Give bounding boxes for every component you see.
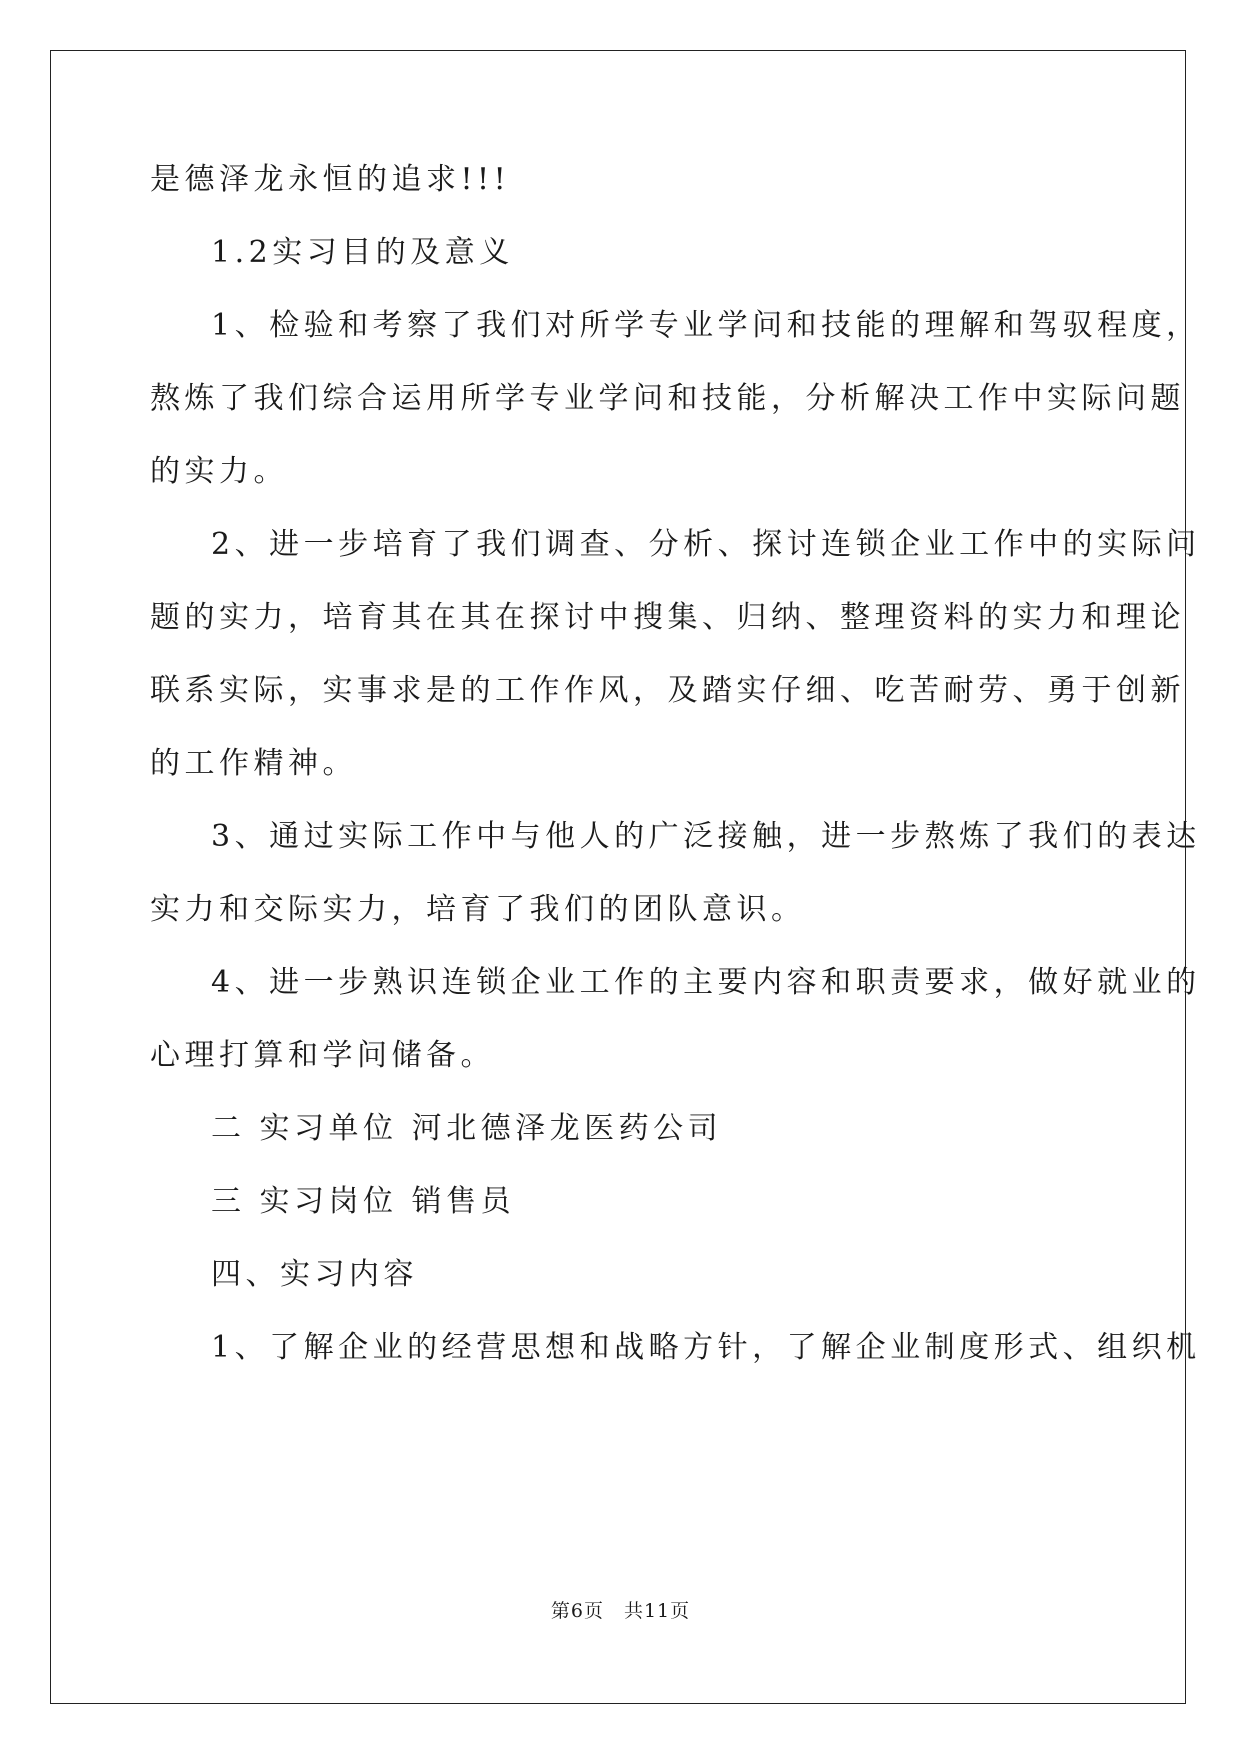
text-line: 心理打算和学问储备。 bbox=[150, 1038, 495, 1073]
section-heading: 三 实习岗位 销售员 bbox=[211, 1184, 516, 1219]
text-line: 4、进一步熟识连锁企业工作的主要内容和职责要求，做好就业的 bbox=[211, 965, 1201, 1000]
text-line: 1、了解企业的经营思想和战略方针，了解企业制度形式、组织机 bbox=[211, 1330, 1201, 1365]
section-heading: 二 实习单位 河北德泽龙医药公司 bbox=[211, 1111, 723, 1146]
text-line: 是德泽龙永恒的追求!!! bbox=[150, 162, 511, 197]
text-line: 3、通过实际工作中与他人的广泛接触，进一步熬炼了我们的表达 bbox=[211, 819, 1201, 854]
text-line: 题的实力，培育其在其在探讨中搜集、归纳、整理资料的实力和理论 bbox=[150, 600, 1185, 635]
text-line: 的工作精神。 bbox=[150, 746, 357, 781]
text-line: 熬炼了我们综合运用所学专业学问和技能，分析解决工作中实际问题 bbox=[150, 381, 1185, 416]
page-frame bbox=[50, 50, 1186, 1704]
text-line: 1、检验和考察了我们对所学专业学问和技能的理解和驾驭程度， bbox=[211, 308, 1201, 343]
text-line: 实力和交际实力，培育了我们的团队意识。 bbox=[150, 892, 806, 927]
section-heading: 四、实习内容 bbox=[211, 1257, 418, 1292]
section-heading: 1.2实习目的及意义 bbox=[211, 235, 514, 270]
page-number-footer: 第6页 共11页 bbox=[550, 1600, 691, 1622]
text-line: 2、进一步培育了我们调查、分析、探讨连锁企业工作中的实际问 bbox=[211, 527, 1201, 562]
text-line: 的实力。 bbox=[150, 454, 288, 489]
text-line: 联系实际，实事求是的工作作风，及踏实仔细、吃苦耐劳、勇于创新 bbox=[150, 673, 1185, 708]
